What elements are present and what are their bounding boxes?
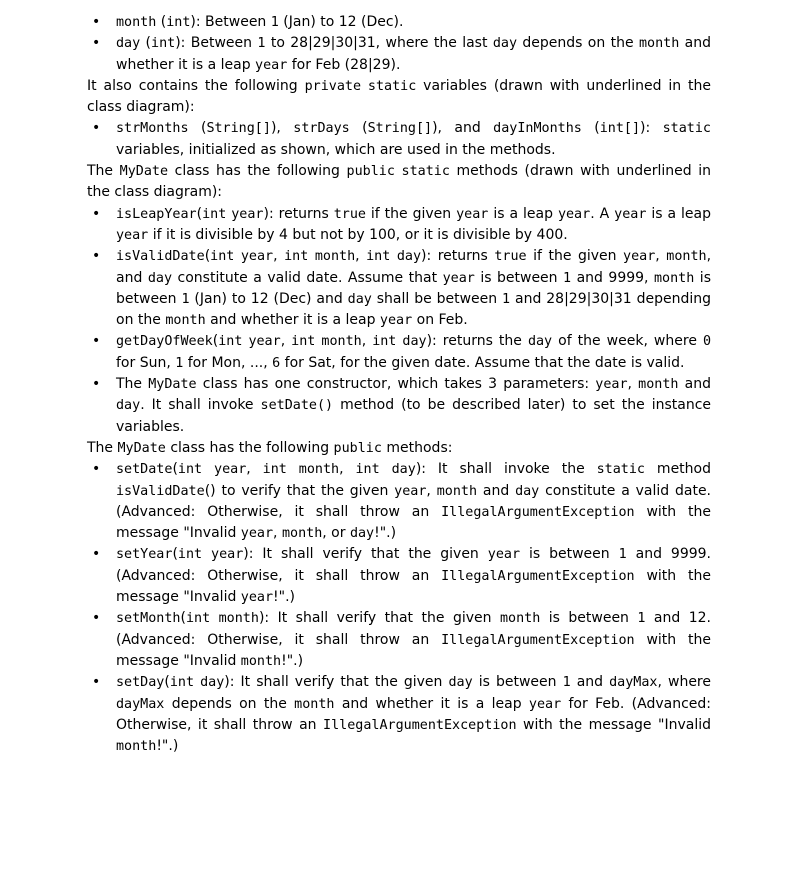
- code-term: year: [116, 227, 149, 243]
- public-method-list: [87, 459, 711, 757]
- code-term: setYear: [116, 547, 173, 563]
- code-term: static: [662, 121, 711, 137]
- code-term: 1: [257, 36, 266, 52]
- setdate-bullet: • setDate(int year, int month, int day): It shall invoke the static method isValidDate() to verify that the given year, month and day constitute a valid date. (Advanced: Otherwise, it shall throw an IllegalArgumentException with the message "Invalid year, month, or day!".): [87, 459, 711, 544]
- code-term: day: [116, 398, 141, 414]
- code-term: int: [202, 206, 227, 222]
- code-term: day: [347, 291, 372, 307]
- code-term: int: [291, 334, 316, 350]
- code-term: year: [248, 334, 281, 350]
- code-term: private: [304, 78, 362, 94]
- static-vars-bullet: • strMonths (String[]), strDays (String[]), and dayInMonths (int[]): static variables, initialized as shown, which are used in the methods.: [87, 118, 711, 161]
- code-term: year: [214, 462, 247, 478]
- code-term: 1: [618, 547, 627, 563]
- private-static-intro: It also contains the following private static variables (drawn with underlined in the class diagram):: [87, 77, 711, 116]
- code-term: MyDate: [119, 164, 169, 180]
- code-term: month: [116, 15, 157, 30]
- code-term: year: [623, 249, 656, 265]
- code-term: int: [218, 334, 243, 350]
- code-term: MyDate: [117, 440, 166, 456]
- code-term: month: [281, 526, 323, 542]
- code-term: dayMax: [116, 696, 165, 712]
- code-term: 1: [270, 15, 279, 30]
- code-term: year: [487, 547, 521, 563]
- code-term: day: [147, 270, 173, 286]
- code-term: day: [492, 36, 518, 52]
- code-term: isValidDate: [116, 483, 205, 499]
- code-term: year: [240, 249, 274, 265]
- code-term: int: [166, 15, 191, 30]
- code-term: getDayOfWeek: [116, 334, 213, 350]
- code-term: day: [527, 334, 553, 350]
- code-term: IllegalArgumentException: [323, 717, 517, 733]
- code-term: year: [379, 313, 413, 329]
- code-term: month: [436, 483, 478, 499]
- code-term: int: [262, 462, 287, 478]
- code-term: year: [255, 57, 288, 73]
- code-term: int: [169, 675, 195, 691]
- code-term: day: [396, 249, 422, 265]
- code-term: day: [116, 36, 141, 52]
- code-term: int: [366, 249, 391, 265]
- code-term: true: [494, 249, 527, 265]
- code-term: isLeapYear: [116, 206, 197, 222]
- code-term: month: [240, 653, 282, 669]
- public-methods-intro: The MyDate class has the following public methods:: [87, 439, 453, 456]
- code-term: setDate: [116, 462, 173, 478]
- code-term: month: [294, 696, 335, 712]
- code-term: 0: [702, 334, 712, 350]
- code-term: String[]: [206, 121, 271, 137]
- code-term: static: [401, 164, 450, 180]
- code-term: 1: [637, 611, 646, 627]
- code-term: day: [200, 675, 225, 691]
- code-term: int: [151, 36, 176, 52]
- code-term: year: [614, 206, 647, 222]
- code-term: int: [210, 249, 235, 265]
- code-term: IllegalArgumentException: [441, 504, 635, 520]
- code-term: month: [666, 249, 707, 265]
- code-term: 1: [563, 270, 572, 286]
- code-term: month: [116, 739, 157, 755]
- code-term: public: [333, 440, 382, 456]
- setmonth-bullet: • setMonth(int month): It shall verify that the given month is between 1 and 12. (Advanced: Otherwise, it shall throw an IllegalArgumentException with the message "Invalid month!".): [87, 608, 711, 672]
- code-term: MyDate: [148, 377, 197, 393]
- code-term: day: [349, 526, 375, 542]
- document-body: [87, 12, 711, 757]
- code-term: IllegalArgumentException: [441, 568, 635, 584]
- code-term: month: [218, 611, 259, 627]
- code-term: month: [654, 270, 695, 286]
- code-term: day: [448, 675, 473, 691]
- code-term: dayInMonths: [493, 121, 582, 137]
- code-term: int: [177, 462, 203, 478]
- code-term: 6: [272, 355, 281, 371]
- code-term: isValidDate: [116, 249, 205, 265]
- isleapyear-bullet: • isLeapYear(int year): returns true if the given year is a leap year. A year is a leap year if it is divisible by 4 but not by 100, or it is divisible by 400.: [87, 204, 711, 247]
- code-term: 1: [562, 675, 571, 691]
- code-term: IllegalArgumentException: [441, 632, 635, 648]
- code-term: day: [515, 483, 540, 499]
- code-term: 1: [502, 291, 511, 307]
- code-term: day: [391, 462, 416, 478]
- code-term: year: [557, 206, 591, 222]
- code-term: String[]: [367, 121, 433, 137]
- isvaliddate-bullet: • isValidDate(int year, int month, int day): returns true if the given year, month, and day constitute a valid date. Assume that year is between 1 and 9999, month is between 1 (Jan) to 12 (Dec) and day shall be between 1 and 28|29|30|31 depending on the month and whether it is a leap year on Feb.: [87, 246, 711, 331]
- code-term: strMonths: [116, 121, 189, 137]
- code-term: year: [240, 590, 274, 606]
- code-term: month: [314, 249, 356, 265]
- code-term: month: [638, 377, 679, 393]
- static-method-list: [87, 204, 711, 438]
- code-term: int: [372, 334, 397, 350]
- getdayofweek-bullet: • getDayOfWeek(int year, int month, int day): returns the day of the week, where 0 for Sun, 1 for Mon, ..., 6 for Sat, for the given date. Assume that the date is valid.: [87, 331, 711, 374]
- code-term: month: [298, 462, 340, 478]
- code-term: year: [394, 483, 427, 499]
- code-term: true: [333, 206, 366, 222]
- code-term: setDay: [116, 675, 165, 691]
- code-term: int: [177, 547, 203, 563]
- code-term: 1: [181, 291, 190, 307]
- code-term: int: [185, 611, 211, 627]
- day-bullet: • day (int): Between 1 to 28|29|30|31, where the last day depends on the month and whether it is a leap year for Feb (28|29).: [87, 33, 711, 76]
- instance-variable-list: [87, 12, 711, 76]
- code-term: year: [456, 206, 489, 222]
- code-term: setDate(): [260, 398, 334, 414]
- constructor-bullet: • The MyDate class has one constructor, which takes 3 parameters: year, month and day. It shall invoke setDate() method (to be described later) to set the instance variables.: [87, 374, 711, 438]
- code-term: year: [240, 526, 274, 542]
- static-variable-list: [87, 118, 711, 161]
- code-term: month: [165, 313, 206, 329]
- code-term: setMonth: [116, 611, 181, 627]
- public-static-intro: The MyDate class has the following public static methods (drawn with underlined in the class diagram):: [87, 163, 711, 201]
- setyear-bullet: • setYear(int year): It shall verify that the given year is between 1 and 9999. (Advanced: Otherwise, it shall throw an IllegalArgumentException with the message "Invalid year!".): [87, 544, 711, 608]
- code-term: day: [402, 334, 427, 350]
- code-term: static: [367, 78, 417, 94]
- code-term: month: [321, 334, 362, 350]
- code-term: month: [638, 36, 680, 52]
- month-bullet: • month (int): Between 1 (Jan) to 12 (Dec).: [87, 12, 711, 33]
- code-term: static: [596, 462, 645, 478]
- code-term: int: [355, 462, 380, 478]
- code-term: strDays: [293, 121, 350, 137]
- code-term: int[]: [599, 121, 641, 137]
- code-term: dayMax: [609, 675, 658, 691]
- code-term: year: [595, 377, 628, 393]
- code-term: year: [231, 206, 264, 222]
- code-term: month: [499, 611, 541, 627]
- code-term: 1: [175, 355, 184, 371]
- code-term: public: [346, 164, 395, 180]
- code-term: year: [528, 696, 562, 712]
- code-term: year: [442, 270, 475, 286]
- code-term: int: [284, 249, 309, 265]
- code-term: year: [211, 547, 244, 563]
- setday-bullet: • setDay(int day): It shall verify that the given day is between 1 and dayMax, where dayMax depends on the month and whether it is a leap year for Feb. (Advanced: Otherwise, it shall throw an IllegalArgumentException with the message "Invalid month!".): [87, 672, 711, 757]
